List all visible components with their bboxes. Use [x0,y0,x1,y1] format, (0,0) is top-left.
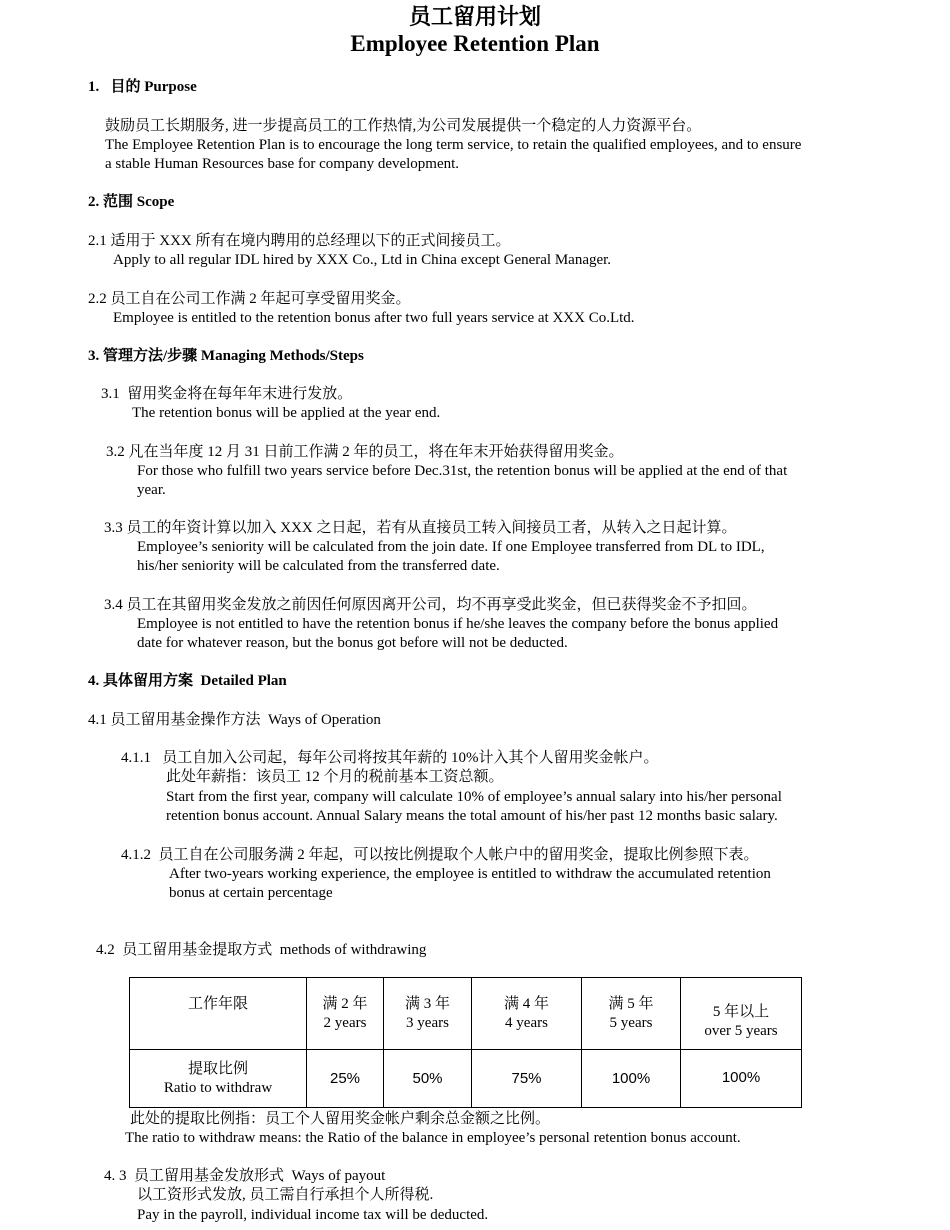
subsection-4-2-heading: 4.2 员工留用基金提取方式 methods of withdrawing [96,942,427,958]
table-header-cell [384,978,472,1050]
item-3-3-cn: 3.3 员工的年资计算以加入 XXX 之日起，若有从直接员工转入间接员工者，从转入之日起计算。 [104,520,737,536]
item-3-4-en-line2: date for whatever reason, but the bonus got before will not be deducted. [137,635,568,651]
item-4-1-1-cn-line1: 4.1.1 员工自加入公司起，每年公司将按其年薪的 10%计入其个人留用奖金帐户。 [121,750,659,766]
col-label-en: 5 years [609,1014,653,1031]
table-header-label [130,978,307,1050]
section-1-heading: 1. 目的 Purpose [88,79,197,95]
col-label-cn: 5 年以上 [712,1003,770,1020]
ratio-value: 100% [681,1050,802,1108]
col-label-cn: 满 5 年 [608,995,654,1012]
ratio-value: 50% [384,1050,472,1108]
table-header-cell [582,978,681,1050]
section-4-heading: 4. 具体留用方案 Detailed Plan [88,673,287,689]
item-3-1-cn: 3.1 留用奖金将在每年年末进行发放。 [101,386,353,402]
section-1-text-cn: 鼓励员工长期服务, 进一步提高员工的工作热情,为公司发展提供一个稳定的人力资源平台。 [105,118,702,134]
item-4-1-2-cn: 4.1.2 员工自在公司服务满 2 年起，可以按比例提取个人帐户中的留用奖金，提取比例参照下表。 [121,847,759,863]
item-3-2-en-line2: year. [137,482,166,498]
item-3-2-cn: 3.2 凡在当年度 12 月 31 日前工作满 2 年的员工，将在年末开始获得留用奖金。 [106,444,624,460]
item-3-4-cn: 3.4 员工在其留用奖金发放之前因任何原因离开公司，均不再享受此奖金，但已获得奖金不予扣回。 [104,597,757,613]
table-row [130,1050,802,1108]
item-2-2-cn: 2.2 员工自在公司工作满 2 年起可享受留用奖金。 [88,291,411,307]
item-2-1-cn: 2.1 适用于 XXX 所有在境内聘用的总经理以下的正式间接员工。 [88,233,511,249]
item-3-3-en-line1: Employee’s seniority will be calculated from the join date. If one Employee transferred from DL to IDL, [137,539,765,555]
ratio-value: 100% [582,1050,681,1108]
section-1-text-en-line1: The Employee Retention Plan is to encourage the long term service, to retain the qualified employees, and to ensure [105,137,802,153]
document-title-cn: 员工留用计划 [408,4,541,29]
ratio-value: 75% [472,1050,582,1108]
table-note-cn: 此处的提取比例指：员工个人留用奖金帐户剩余总金额之比例。 [130,1111,551,1127]
row-label-en: Ratio to withdraw [163,1079,273,1096]
item-4-3-cn: 以工资形式发放, 员工需自行承担个人所得税. [137,1187,434,1203]
item-2-2-en: Employee is entitled to the retention bonus after two full years service at XXX Co.Ltd. [113,310,635,326]
item-4-1-2-en-line2: bonus at certain percentage [169,885,333,901]
col-label-cn: 满 4 年 [503,995,549,1012]
item-4-1-1-en-line1: Start from the first year, company will calculate 10% of employee’s annual salary into his/her personal [166,789,782,805]
row-label-cn: 提取比例 [187,1060,248,1077]
header-label-text: 工作年限 [187,995,248,1012]
row-label [130,1050,307,1108]
item-4-3-en: Pay in the payroll, individual income tax will be deducted. [137,1207,489,1223]
col-label-en: 4 years [505,1014,548,1031]
withdraw-ratio-table [129,977,802,1108]
table-header-row [130,978,802,1050]
item-3-1-en: The retention bonus will be applied at the year end. [132,405,441,421]
section-2-heading: 2. 范围 Scope [88,194,175,210]
section-3-heading: 3. 管理方法/步骤 Managing Methods/Steps [88,348,364,364]
item-4-1-1-en-line2: retention bonus account. Annual Salary means the total amount of his/her past 12 months basic salary. [166,808,778,824]
table-note-en: The ratio to withdraw means: the Ratio of the balance in employee’s personal retention bonus account. [125,1130,741,1146]
item-2-1-en: Apply to all regular IDL hired by XXX Co., Ltd in China except General Manager. [113,252,612,268]
subsection-4-3-heading: 4. 3 员工留用基金发放形式 Ways of payout [104,1168,386,1184]
table-header-cell [472,978,582,1050]
col-label-en: 2 years [323,1014,367,1031]
item-4-1-2-en-line1: After two-years working experience, the employee is entitled to withdraw the accumulated retention [169,866,771,882]
col-label-cn: 满 2 年 [322,995,368,1012]
item-3-4-en-line1: Employee is not entitled to have the retention bonus if he/she leaves the company before the bonus applied [137,616,779,632]
section-1-text-en-line2: a stable Human Resources base for company development. [105,156,460,172]
item-3-3-en-line2: his/her seniority will be calculated from the transferred date. [137,558,500,574]
col-label-en: 3 years [406,1014,449,1031]
item-3-2-en-line1: For those who fulfill two years service before Dec.31st, the retention bonus will be applied at the end of that [137,463,788,479]
document-title-en: Employee Retention Plan [350,31,600,56]
subsection-4-1-heading: 4.1 员工留用基金操作方法 Ways of Operation [88,712,381,728]
table-header-cell [681,978,802,1050]
col-label-en: over 5 years [704,1022,778,1039]
col-label-cn: 满 3 年 [404,995,450,1012]
ratio-value: 25% [307,1050,384,1108]
table-header-cell [307,978,384,1050]
item-4-1-1-cn-line2: 此处年薪指：该员工 12 个月的税前基本工资总额。 [166,769,504,785]
